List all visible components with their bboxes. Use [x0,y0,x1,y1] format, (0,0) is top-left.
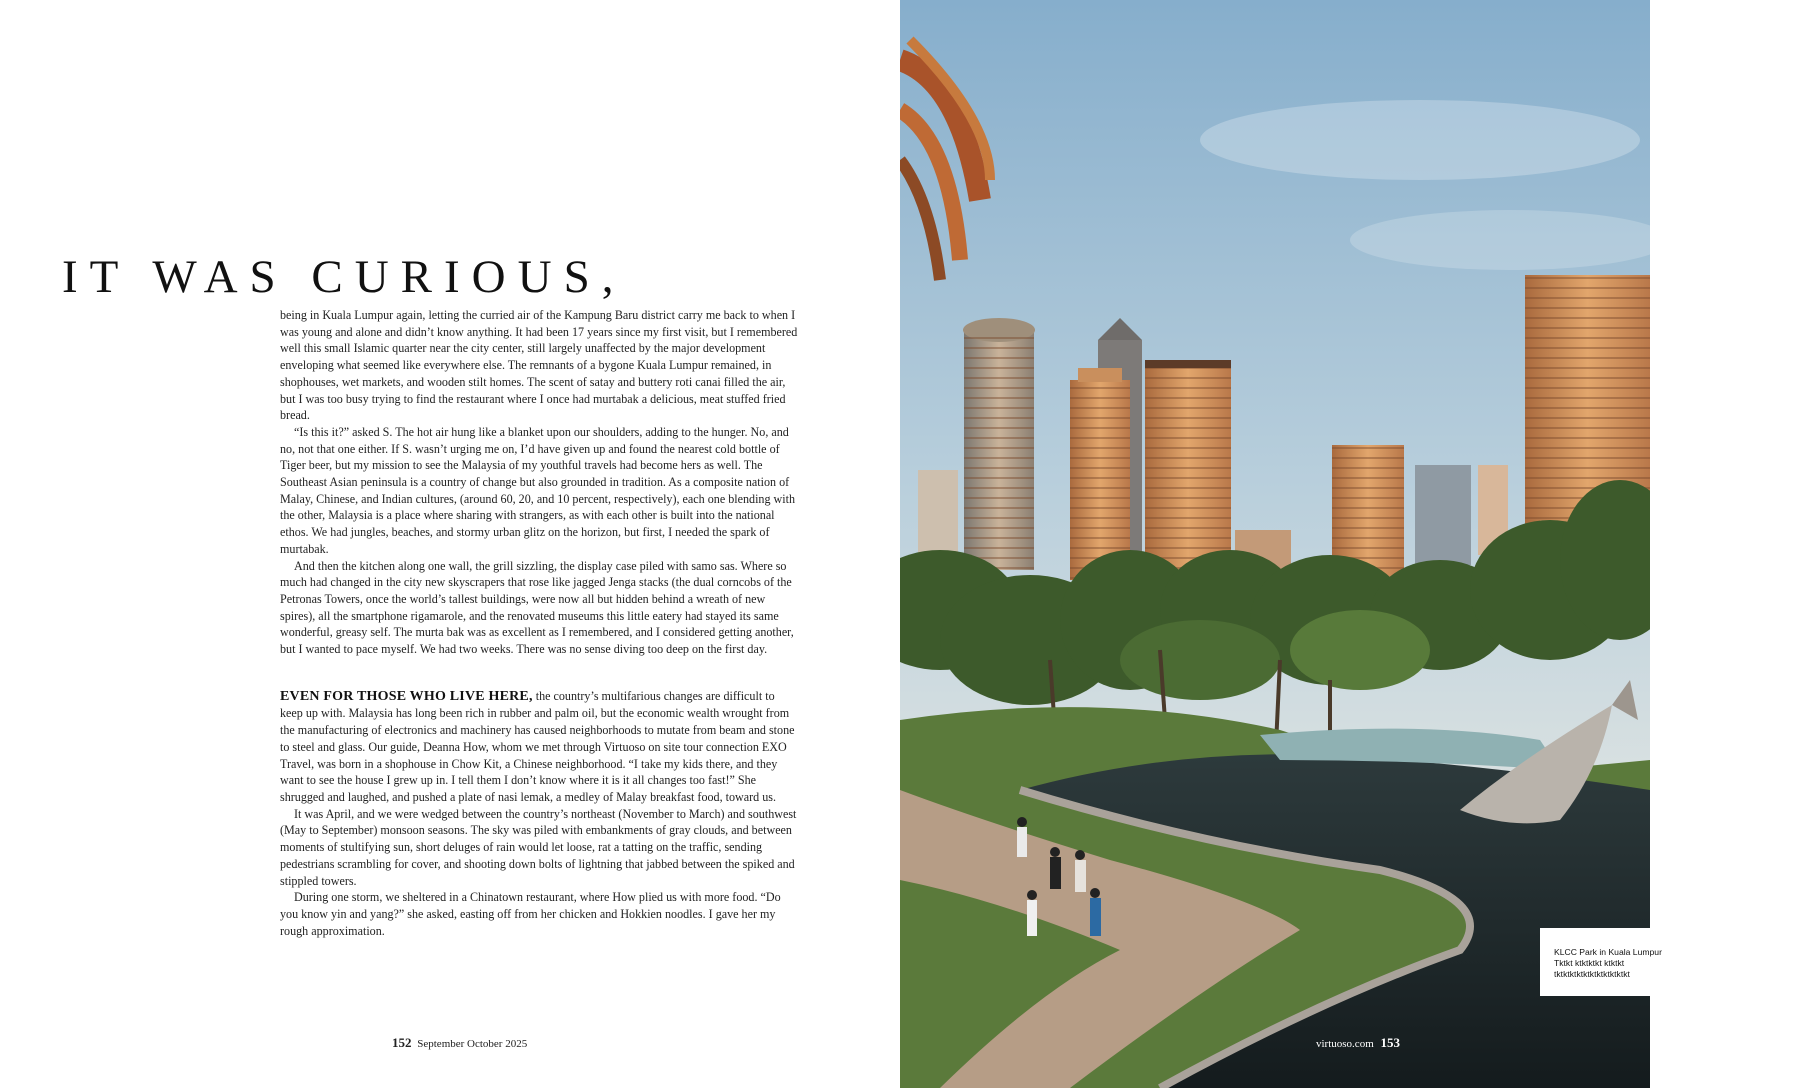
folio-left [392,1035,527,1051]
photo-illustration [900,0,1650,1088]
paragraph-2: “Is this it?” asked S. The hot air hung like a blanket upon our shoulders, adding to the hunger. No, and no, not that one either. If S. wasn’t urging me on, I’d have given up and found the nearest cold bottle of Tiger beer, but my mission to see the Malaysia of my youthful travels had become hers as well. The Southeast Asian peninsula is a country of change but also grounded in tradition. As a composite nation of Malay, Chinese, and Indian cultures, (around 60, 20, and 10 percent, respectively), each one blending with the other, Malaysia is a place where sharing with strangers, as with each other is built into the national ethos. We had jungles, beaches, and stormy urban glitz on the horizon, but first, I needed the spark of murtabak. [280,424,796,556]
paragraph-6: During one storm, we sheltered in a Chinatown restaurant, where How plied us with more food. “Do you know yin and yang?” she asked, easting off from her chicken and Hokkien noodles. I gave her my rough approximation. [280,890,781,938]
paragraph-3: And then the kitchen along one wall, the grill sizzling, the display case piled with samo sas. Where so much had changed in the city new skyscrapers that rose like jagged Jenga stacks (the dual corncobs of the Petronas Towers, once the world’s tallest buildings, were now all but hidden behind a wreath of new spires), all the smartphone rigamarole, and the renovated museums this little eatery had stayed its same wonderful, greasy self. The murta bak was as excellent as I remembered, and I considered getting another, but I wanted to pace myself. We had two weeks. There was no sense diving too deep on the first day. [280,558,794,657]
section-lead-in: EVEN FOR THOSE WHO LIVE HERE, [280,688,533,704]
caption-line-3: tktktktktktktktktktktkt [1554,969,1630,979]
folio-right [1316,1035,1400,1051]
city-park-photo [900,0,1650,1088]
issue-date: September October 2025 [417,1038,528,1050]
page-number-left: 152 [392,1035,412,1050]
site-url: virtuoso.com [1316,1038,1374,1050]
caption-line-2: Tktkt ktktktkt ktktkt [1554,958,1625,968]
right-page-margin [1650,0,1800,1088]
headline: IT WAS CURIOUS, [62,251,626,303]
paragraph-4-text: the country’s multifarious changes are difficult to keep up with. Malaysia has long been rich in rubber and palm oil, but the economic wealth wrought from the manufacturing of electronics and machinery has caused neighborhoods to mutate from beam and stone to steel and glass. Our guide, Deanna How, whom we met through Virtuoso on site tour connection EXO Travel, was born in a shophouse in Chow Kit, a Chinese neighborhood. “I take my kids there, and they want to see the house I grew up in. I tell them I don’t know where it is it all changes too fast!” She shrugged and laughed, and pushed a plate of nasi lemak, a medley of Malay breakfast food, toward us. [280,688,795,804]
photo-caption [1540,928,1682,996]
paragraph-5: It was April, and we were wedged between the country’s northeast (November to March) and southwest (May to September) monsoon seasons. The sky was piled with embankments of gray clouds, and between moments of stultifying sun, short deluges of rain would let loose, rat a tatting on the traffic, sending pedestrians scrambling for cover, and shooting down bolts of lightning that jabbed between the spiked and stippled towers. [280,806,797,888]
paragraph-1: being in Kuala Lumpur again, letting the curried air of the Kampung Baru district carry me back to when I was young and alone and didn’t know anything. It had been 17 years since my first visit, but I remembered well this small Islamic quarter near the city center, still largely unaffected by the major development enveloping what seemed like everywhere else. The remnants of a bygone Kuala Lumpur remained, in shophouses, wet markets, and wooden stilt homes. The scent of satay and buttery roti canai filled the air, but I was too busy trying to find the restaurant where I once had murtabak a delicious, meat stuffed fried bread. [280,308,798,423]
page-number-right: 153 [1380,1035,1400,1050]
article-body [280,307,798,939]
caption-line-1: KLCC Park in Kuala Lumpur [1554,947,1662,957]
paragraph-4 [280,688,798,806]
